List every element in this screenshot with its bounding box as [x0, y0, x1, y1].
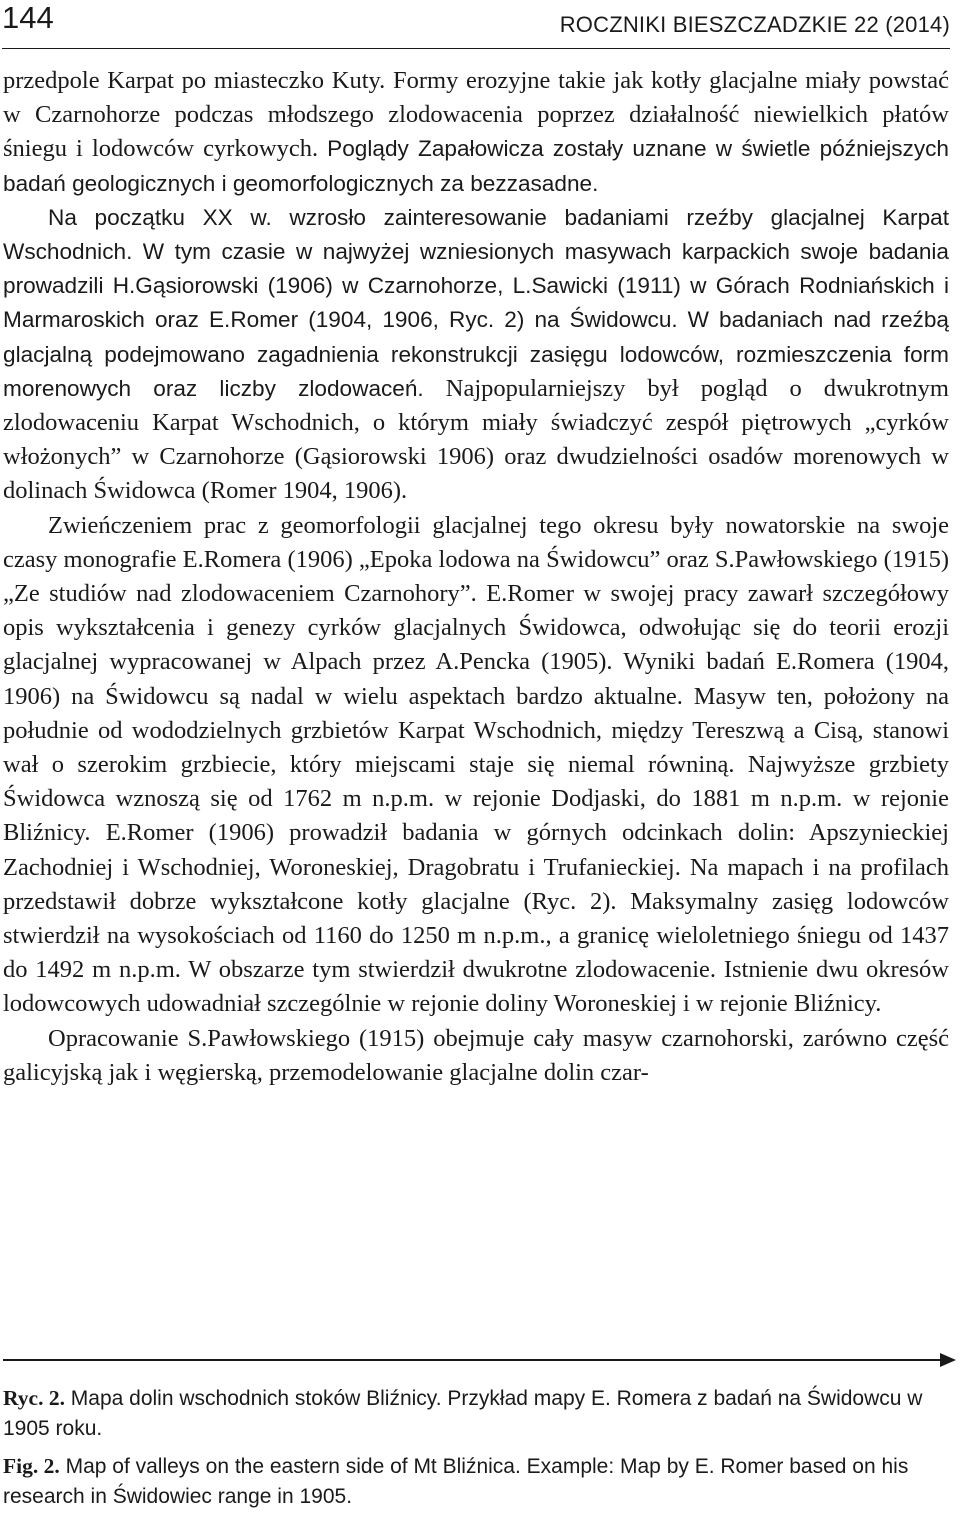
body-text [3, 64, 949, 1090]
figure-pointer-line [3, 1359, 943, 1361]
figure-caption-english [3, 1451, 949, 1512]
paragraph-2-sans-text: Na początku XX w. wzrosło zainteresowanie badaniami rzeźby glacjalnej Karpat Wschodnich. W tym czasie w najwyżej wzniesionych masywach karpackich swoje badania prowadzili H.Gąsiorowski (1906) w Czarnohorze, L.Sawicki (1911) w Górach Rodniańskich i Marmaroskich oraz E.Romer (1904, 1906, Ryc. 2) na Świdowcu. [3, 204, 949, 333]
figure-caption-polish [3, 1383, 949, 1444]
page-number: 144 [2, 0, 54, 35]
caption-text-polish: Mapa dolin wschodnich stoków Bliźnicy. Przykład mapy E. Romera z badań na Świdowcu w 1905 roku. [3, 1387, 923, 1440]
caption-label-polish: Ryc. 2. [3, 1386, 65, 1410]
paragraph-1-text: przedpole Karpat po miasteczko Kuty. Formy erozyjne takie jak kotły glacjalne miały powstać w Czarnohorze podczas młodszego zlodowacenia poprzez działalność niewielkich płatów śniegu i lodowców cyrkowych. [3, 67, 949, 163]
paragraph-4: Opracowanie S.Pawłowskiego (1915) obejmuje cały masyw czarnohorski, zarówno część galicyjską jak i węgierską, przemodelowanie glacjalne dolin czar- [3, 1024, 949, 1086]
paragraph-1 [3, 64, 949, 201]
running-header [2, 0, 950, 49]
paragraph-1-sans-text: Poglądy Zapałowicza zostały uznane w świetle późniejszych badań geologicznych i geomorfologicznych za bezzasadne. [3, 136, 949, 196]
paragraph-2-text: Najpopularniejszy był pogląd o dwukrotnym zlodowaceniu Karpat Wschodnich, o którym miały świadczyć zespół piętrowych „cyrków włożonych” w Czarnohorze (Gąsiorowski 1906) oraz dwudzielności osadów morenowych w dolinach Świdowca (Romer 1904, 1906). [3, 374, 949, 505]
caption-label-english: Fig. 2. [3, 1454, 60, 1478]
arrow-right-icon [940, 1353, 956, 1367]
paragraph-2 [3, 201, 949, 509]
paragraph-3: Zwieńczeniem prac z geomorfologii glacjalnej tego okresu były nowatorskie na swoje czasy monografie E.Romera (1906) „Epoka lodowa na Świdowcu” oraz S.Pawłowskiego (1915) „Ze studiów nad zlodowaceniem Czarnohory”. E.Romer w swojej pracy zawarł szczegółowy opis wykształcenia i genezy cyrków glacjalnych Świdowca, odwołując się do teorii erozji glacjalnej wypracowanej w Alpach przez A.Pencka (1905). Wyniki badań E.Romera (1904, 1906) na Świdowcu są nadal w wielu aspektach bardzo aktualne. Masyw ten, położony na południe od wododzielnych grzbietów Karpat Wschodnich, między Tereszwą a Cisą, stanowi wał o szerokim grzbiecie, który miejscami staje się niemal równiną. Najwyższe grzbiety Świdowca wznoszą się od 1762 m n.p.m. w rejonie Dodjaski, do 1881 m n.p.m. w rejonie Bliźnicy. E.Romer (1906) prowadził badania w górnych odcinkach dolin: Apszynieckiej Zachodniej i Wschodniej, Woroneskiej, Dragobratu i Trufanieckiej. Na mapach i na profilach przedstawił dobrze wykształcone kotły glacjalne (Ryc. 2). Maksymalny zasięg lodowców stwierdził na wysokościach od 1160 do 1250 m n.p.m., a granicę wieloletniego śniegu od 1437 do 1492 m n.p.m. W obszarze tym stwierdził dwukrotne zlodowacenie. Istnienie dwu okresów lodowcowych udowadniał szczególnie w rejonie doliny Woroneskiej i w rejonie Bliźnicy. [3, 511, 949, 1018]
journal-running-head: ROCZNIKI BIESZCZADZKIE 22 (2014) [559, 12, 950, 37]
caption-text-english: Map of valleys on the eastern side of Mt Bliźnica. Example: Map by E. Romer based on his research in Świdowiec range in 1905. [3, 1455, 909, 1508]
paragraph-2-sans-text-2: W badaniach nad rzeźbą glacjalną podejmowano zagadnienia rekonstrukcji zasięgu lodowców, rozmieszczenia form morenowych oraz liczby zlodowaceń. [3, 307, 949, 401]
